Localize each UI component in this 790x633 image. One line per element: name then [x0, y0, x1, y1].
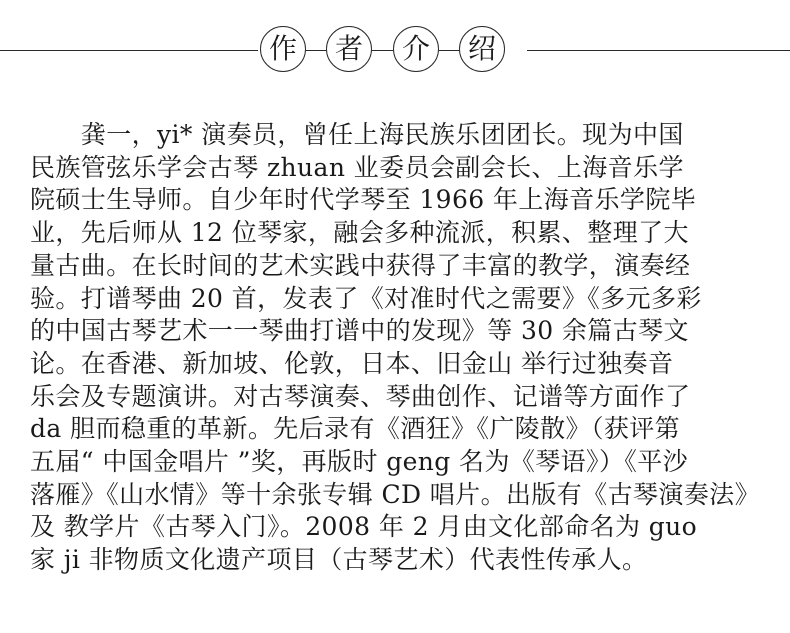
header-char-badge: 者: [326, 26, 372, 72]
bio-line: 的中国古琴艺术一一琴曲打谱中的发现》等 30 余篇古琴文: [30, 316, 689, 346]
bio-line: 乐会及专题演讲。对古琴演奏、琴曲创作、记谱等方面作了: [30, 381, 691, 411]
bio-line: 验。打谱琴曲 20 首，发表了《对准时代之需要》《多元多彩: [30, 283, 702, 313]
bio-line: da 胆而稳重的革新。先后录有《酒狂》《广陵散》（获评第: [30, 414, 681, 444]
header-char-badge: 作: [260, 26, 306, 72]
author-bio: [30, 119, 770, 577]
bio-line: 业，先后师从 12 位琴家，融会多种流派，积累、整理了大: [30, 218, 689, 248]
header-connector: [372, 50, 393, 51]
header-rule-right: [527, 50, 790, 51]
bio-line: 量古曲。在长时间的艺术实践中获得了丰富的教学，演奏经: [30, 250, 691, 280]
header-connector: [306, 50, 326, 51]
bio-line: 民族管弦乐学会古琴 zhuan 业委员会副会长、上海音乐学: [30, 152, 684, 182]
bio-line: 及 教学片《古琴入门》。2008 年 2 月由文化部命名为 guo: [30, 512, 698, 542]
header-char-badge: 绍: [459, 26, 505, 72]
bio-line: 家 ji 非物质文化遗产项目（古琴艺术）代表性传承人。: [30, 545, 648, 575]
bio-line: 五届“ 中国金唱片 ”奖，再版时 geng 名为《琴语》）《平沙: [30, 447, 689, 477]
bio-line: 龚一，yi* 演奏员，曾任上海民族乐团团长。现为中国: [30, 120, 684, 149]
header-rule-left: [0, 50, 258, 51]
section-header: [0, 0, 790, 100]
bio-line: 论。在香港、新加坡、伦敦，日本、旧金山 举行过独奏音: [30, 348, 674, 378]
header-char-badge: 介: [393, 26, 439, 72]
header-connector: [439, 50, 459, 51]
bio-line: 落雁》《山水情》等十余张专辑 CD 唱片。出版有《古琴演奏法》: [30, 479, 760, 509]
bio-line: 院硕士生导师。自少年时代学琴至 1966 年上海音乐学院毕: [30, 185, 697, 215]
